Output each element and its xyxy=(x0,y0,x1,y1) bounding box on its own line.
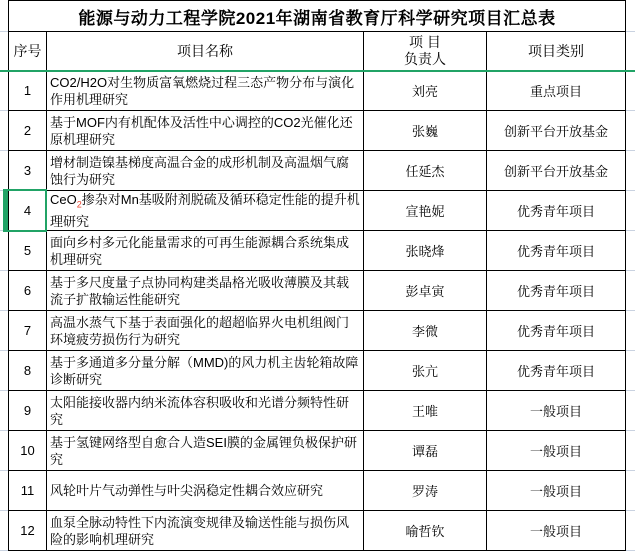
grid-tick xyxy=(625,110,635,111)
grid-tick xyxy=(625,70,635,71)
cell-category-row-2[interactable]: 创新平台开放基金 xyxy=(487,111,626,151)
grid-tick xyxy=(625,510,635,511)
cell-no-row-6[interactable]: 6 xyxy=(9,271,47,311)
cell-leader-row-9[interactable]: 王唯 xyxy=(364,391,487,431)
cell-name-row-7[interactable] xyxy=(47,311,364,351)
header-leader-line1: 项 目 xyxy=(409,34,441,50)
cell-category-row-10[interactable]: 一般项目 xyxy=(487,431,626,471)
cell-name-row-5[interactable] xyxy=(47,231,364,271)
grid-tick xyxy=(625,310,635,311)
cell-category-row-8[interactable]: 优秀青年项目 xyxy=(487,351,626,391)
header-cell-leader[interactable] xyxy=(364,32,487,71)
cell-no-row-9[interactable]: 9 xyxy=(9,391,47,431)
project-name-text: 基于氢键网络型自愈合人造SEI膜的金属锂负极保护研究 xyxy=(50,434,357,467)
cell-category-row-12[interactable]: 一般项目 xyxy=(487,511,626,551)
cell-leader-row-3[interactable]: 任延杰 xyxy=(364,151,487,191)
cell-leader-row-6[interactable]: 彭卓寅 xyxy=(364,271,487,311)
grid-tick xyxy=(0,110,8,111)
grid-tick xyxy=(625,430,635,431)
grid-tick xyxy=(625,31,635,32)
grid-tick xyxy=(0,470,8,471)
project-name-text: CO2/H2O对生物质富氧燃烧过程三态产物分布与演化作用机理研究 xyxy=(50,74,355,107)
cell-name-row-12[interactable] xyxy=(47,511,364,551)
table-title[interactable]: 能源与动力工程学院2021年湖南省教育厅科学研究项目汇总表 xyxy=(9,1,626,32)
grid-tick xyxy=(625,350,635,351)
grid-tick xyxy=(625,150,635,151)
cell-leader-row-11[interactable]: 罗涛 xyxy=(364,471,487,511)
grid-tick xyxy=(0,390,8,391)
cell-leader-row-7[interactable]: 李微 xyxy=(364,311,487,351)
cell-name-row-11[interactable] xyxy=(47,471,364,511)
cell-category-row-11[interactable]: 一般项目 xyxy=(487,471,626,511)
grid-tick xyxy=(625,190,635,191)
cell-no-row-10[interactable]: 10 xyxy=(9,431,47,471)
cell-leader-row-8[interactable]: 张亢 xyxy=(364,351,487,391)
header-leader-line2: 负责人 xyxy=(404,51,446,67)
cell-category-row-1[interactable]: 重点项目 xyxy=(487,71,626,111)
header-cell-no[interactable]: 序号 xyxy=(9,32,47,71)
grid-tick xyxy=(0,70,8,71)
grid-tick xyxy=(0,310,8,311)
cell-no-row-12[interactable]: 12 xyxy=(9,511,47,551)
cell-no-row-4[interactable]: 4 xyxy=(9,191,47,231)
cell-leader-row-12[interactable]: 喻哲钦 xyxy=(364,511,487,551)
cell-leader-row-1[interactable]: 刘亮 xyxy=(364,71,487,111)
grid-tick xyxy=(0,510,8,511)
project-name-text: 血泵全脉动特性下内流演变规律及输送性能与损伤风险的影响机理研究 xyxy=(50,514,350,547)
cell-name-row-2[interactable] xyxy=(47,111,364,151)
project-name-text: 基于多尺度量子点协同构建类晶格光吸收薄膜及其载流子扩散输运性能研究 xyxy=(50,274,350,307)
cell-no-row-3[interactable]: 3 xyxy=(9,151,47,191)
project-name-text: CeO$_2$掺杂对Mn基吸附剂脱硫及循环稳定性能的提升机理研究 xyxy=(50,191,360,230)
chemical-subscript: 2 xyxy=(76,199,82,210)
projects-table xyxy=(8,0,626,551)
grid-tick xyxy=(0,150,8,151)
grid-tick xyxy=(625,390,635,391)
cell-leader-row-4[interactable]: 宣艳妮 xyxy=(364,191,487,231)
cell-leader-row-10[interactable]: 谭磊 xyxy=(364,431,487,471)
cell-no-row-5[interactable]: 5 xyxy=(9,231,47,271)
cell-name-row-4[interactable] xyxy=(47,191,364,231)
grid-tick xyxy=(0,270,8,271)
selected-cell-outline[interactable] xyxy=(3,189,47,232)
grid-tick xyxy=(625,470,635,471)
cell-name-row-1[interactable] xyxy=(47,71,364,111)
grid-tick xyxy=(625,550,635,551)
project-name-text: 风轮叶片气动弹性与叶尖涡稳定性耦合效应研究 xyxy=(50,483,324,498)
cell-no-row-8[interactable]: 8 xyxy=(9,351,47,391)
left-margin-strip xyxy=(0,0,8,558)
header-cell-name[interactable]: 项目名称 xyxy=(47,32,364,71)
cell-name-row-8[interactable] xyxy=(47,351,364,391)
grid-tick xyxy=(625,270,635,271)
cell-no-row-7[interactable]: 7 xyxy=(9,311,47,351)
project-name-text: 增材制造镍基梯度高温合金的成形机制及高温烟气腐蚀行为研究 xyxy=(50,154,350,187)
cell-category-row-7[interactable]: 优秀青年项目 xyxy=(487,311,626,351)
cell-name-row-9[interactable] xyxy=(47,391,364,431)
project-name-text: 太阳能接收器内纳米流体容积吸收和光谱分频特性研究 xyxy=(50,394,350,427)
cell-no-row-2[interactable]: 2 xyxy=(9,111,47,151)
grid-tick xyxy=(0,550,8,551)
cell-category-row-3[interactable]: 创新平台开放基金 xyxy=(487,151,626,191)
grid-tick xyxy=(0,31,8,32)
cell-leader-row-2[interactable]: 张巍 xyxy=(364,111,487,151)
grid-tick xyxy=(625,230,635,231)
cell-category-row-4[interactable]: 优秀青年项目 xyxy=(487,191,626,231)
header-cell-category[interactable]: 项目类别 xyxy=(487,32,626,71)
cell-no-row-1[interactable]: 1 xyxy=(9,71,47,111)
cell-no-row-11[interactable]: 11 xyxy=(9,471,47,511)
cell-category-row-9[interactable]: 一般项目 xyxy=(487,391,626,431)
cell-category-row-6[interactable]: 优秀青年项目 xyxy=(487,271,626,311)
cell-name-row-6[interactable] xyxy=(47,271,364,311)
cell-name-row-10[interactable] xyxy=(47,431,364,471)
project-name-text: 基于MOF内有机配体及活性中心调控的CO2光催化还原机理研究 xyxy=(50,114,353,147)
grid-tick xyxy=(0,430,8,431)
project-name-text: 高温水蒸气下基于表面强化的超超临界火电机组阀门环境疲劳损伤行为研究 xyxy=(50,314,350,347)
project-name-text: 基于多通道多分量分解（MMD)的风力机主齿轮箱故障诊断研究 xyxy=(50,354,359,387)
right-margin-strip xyxy=(625,0,635,558)
cell-category-row-5[interactable]: 优秀青年项目 xyxy=(487,231,626,271)
cell-name-row-3[interactable] xyxy=(47,151,364,191)
cell-leader-row-5[interactable]: 张晓烽 xyxy=(364,231,487,271)
project-name-text: 面向乡村多元化能量需求的可再生能源耦合系统集成机理研究 xyxy=(50,234,350,267)
grid-tick xyxy=(0,350,8,351)
